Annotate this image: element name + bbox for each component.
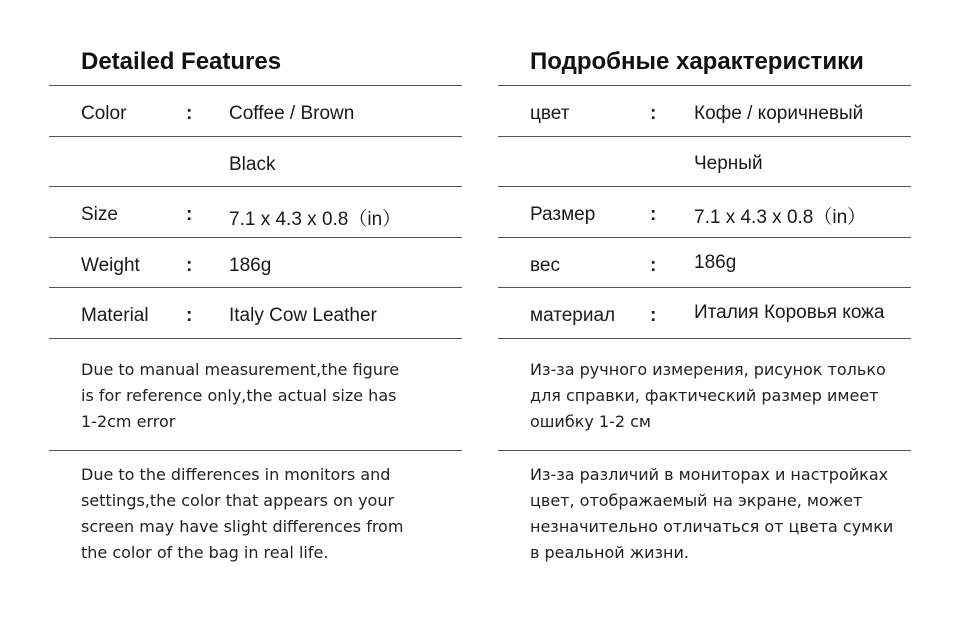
- spec-value: 7.1 x 4.3 x 0.8（in）: [694, 207, 867, 228]
- spec-colon: :: [186, 255, 193, 276]
- spec-row-weight: [498, 238, 911, 288]
- spec-colon: :: [186, 305, 193, 326]
- spec-value: Италия Коровья кожа: [694, 302, 885, 323]
- note-line: screen may have slight differences from: [81, 517, 404, 536]
- note-line: 1-2cm error: [81, 412, 176, 431]
- spec-label: материал: [530, 305, 616, 326]
- note-line: цвет, отображаемый на экране, может: [530, 491, 863, 510]
- note-line: Из-за различий в мониторах и настройках: [530, 465, 889, 484]
- note-line: Из-за ручного измерения, рисунок только: [530, 360, 886, 379]
- spec-value: Black: [229, 154, 276, 175]
- divider: [49, 338, 462, 339]
- note-line: Due to the differences in monitors and: [81, 465, 391, 484]
- divider: [498, 338, 911, 339]
- spec-label: Размер: [530, 204, 596, 225]
- spec-value: Черный: [694, 153, 763, 174]
- spec-row-material: [498, 288, 911, 338]
- panel-title: Detailed Features: [81, 48, 282, 75]
- spec-label: вес: [530, 255, 560, 276]
- divider: [49, 450, 462, 451]
- panel-title: Подробные характеристики: [530, 48, 864, 75]
- spec-row-weight: [49, 238, 462, 288]
- measurement-note: [530, 357, 910, 435]
- note-line: the color of the bag in real life.: [81, 543, 329, 562]
- spec-colon: :: [650, 103, 657, 124]
- spec-row-size: [498, 187, 911, 237]
- spec-row-size: [49, 187, 462, 237]
- spec-row-color: [49, 86, 462, 136]
- spec-row-color: [498, 86, 911, 136]
- note-line: Due to manual measurement,the figure: [81, 360, 400, 379]
- spec-value: 186g: [229, 255, 272, 276]
- spec-value: Кофе / коричневый: [694, 103, 864, 124]
- measurement-note: [81, 357, 461, 435]
- spec-label: Color: [81, 103, 127, 124]
- note-line: settings,the color that appears on your: [81, 491, 395, 510]
- spec-value: 186g: [694, 252, 737, 273]
- spec-colon: :: [186, 103, 193, 124]
- spec-value: Italy Cow Leather: [229, 305, 377, 326]
- note-line: в реальной жизни.: [530, 543, 689, 562]
- spec-label: Size: [81, 204, 118, 225]
- note-line: незначительно отличаться от цвета сумки: [530, 517, 894, 536]
- spec-label: Weight: [81, 255, 140, 276]
- spec-colon: :: [186, 204, 193, 225]
- spec-colon: :: [650, 255, 657, 276]
- spec-row-material: [49, 288, 462, 338]
- divider: [498, 450, 911, 451]
- color-note: [81, 462, 461, 566]
- spec-colon: :: [650, 305, 657, 326]
- spec-colon: :: [650, 204, 657, 225]
- spec-row-color-alt: [498, 137, 911, 187]
- spec-value: Coffee / Brown: [229, 103, 355, 124]
- color-note: [530, 462, 910, 566]
- spec-label: цвет: [530, 103, 570, 124]
- spec-row-color-alt: [49, 137, 462, 187]
- note-line: для справки, фактический размер имеет: [530, 386, 879, 405]
- spec-label: Material: [81, 305, 149, 326]
- note-line: ошибку 1-2 см: [530, 412, 651, 431]
- spec-value: 7.1 x 4.3 x 0.8（in）: [229, 209, 402, 230]
- note-line: is for reference only,the actual size has: [81, 386, 397, 405]
